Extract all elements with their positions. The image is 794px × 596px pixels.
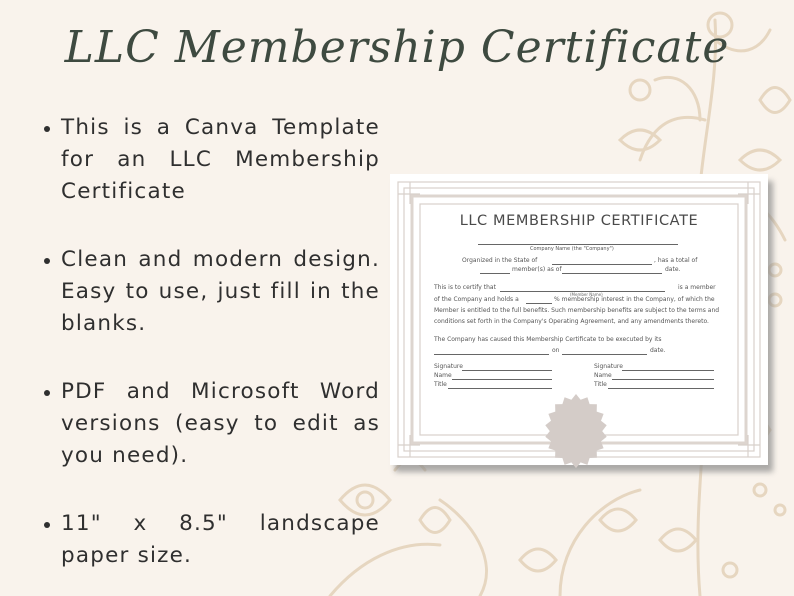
feature-item-canva-template: This is a Canva Template for an LLC Membership Certificate [40,112,380,208]
company-name-line [478,244,678,245]
date-suffix: date. [665,266,681,273]
certificate-preview [390,174,768,465]
executed-date-line [562,354,647,355]
feature-item-paper-size: 11" x 8.5" landscape paper size. [40,508,380,572]
certify-prefix: This is to certify that [434,284,496,291]
name-line-right [612,379,714,380]
name-label-left: Name [434,372,452,379]
organized-prefix: Organized in the State of [462,257,538,264]
percent-line [526,303,552,304]
company-name-label: Company Name (the "Company") [530,246,614,252]
executed-date-suffix: date. [650,347,666,354]
feature-item-clean-design: Clean and modern design. Easy to use, just fill in the blanks. [40,244,380,340]
on-label: on [552,347,560,354]
page-title: LLC Membership Certificate [64,22,730,73]
title-line-left [448,388,552,389]
feature-item-pdf-word: PDF and Microsoft Word versions (easy to edit as you need). [40,376,380,472]
certificate-seal [536,392,616,472]
certificate-heading: LLC MEMBERSHIP CERTIFICATE [459,213,699,229]
title-line-right [608,388,714,389]
signature-label-left: Signature [434,363,463,370]
organized-suffix: , has a total of [654,257,698,264]
para-line-3: Member is entitled to the full benefits. Such membership benefits are subject to the terms and [434,307,720,314]
name-label-right: Name [594,372,612,379]
para-line-4: conditions set forth in the Company's Operating Agreement, and any amendments thereto. [434,318,709,325]
signature-label-right: Signature [594,363,623,370]
para-line-2-prefix: of the Company and holds a [434,296,519,303]
member-count-line [480,273,510,274]
name-line-left [452,379,552,380]
member-name-label: (Member Name) [570,292,603,297]
certify-suffix: is a member [678,284,716,291]
title-label-left: Title [434,381,447,388]
members-mid: member(s) as of [512,266,562,273]
executed-by-line [434,354,549,355]
signature-line-right [622,370,714,371]
signature-line-left [462,370,552,371]
state-line [552,264,652,265]
title-label-right: Title [594,381,607,388]
para-line-2-suffix: % membership interest in the Company, of which the [554,296,715,303]
date-line [562,273,662,274]
caused-line: The Company has caused this Membership Certificate to be executed by its [434,336,662,343]
